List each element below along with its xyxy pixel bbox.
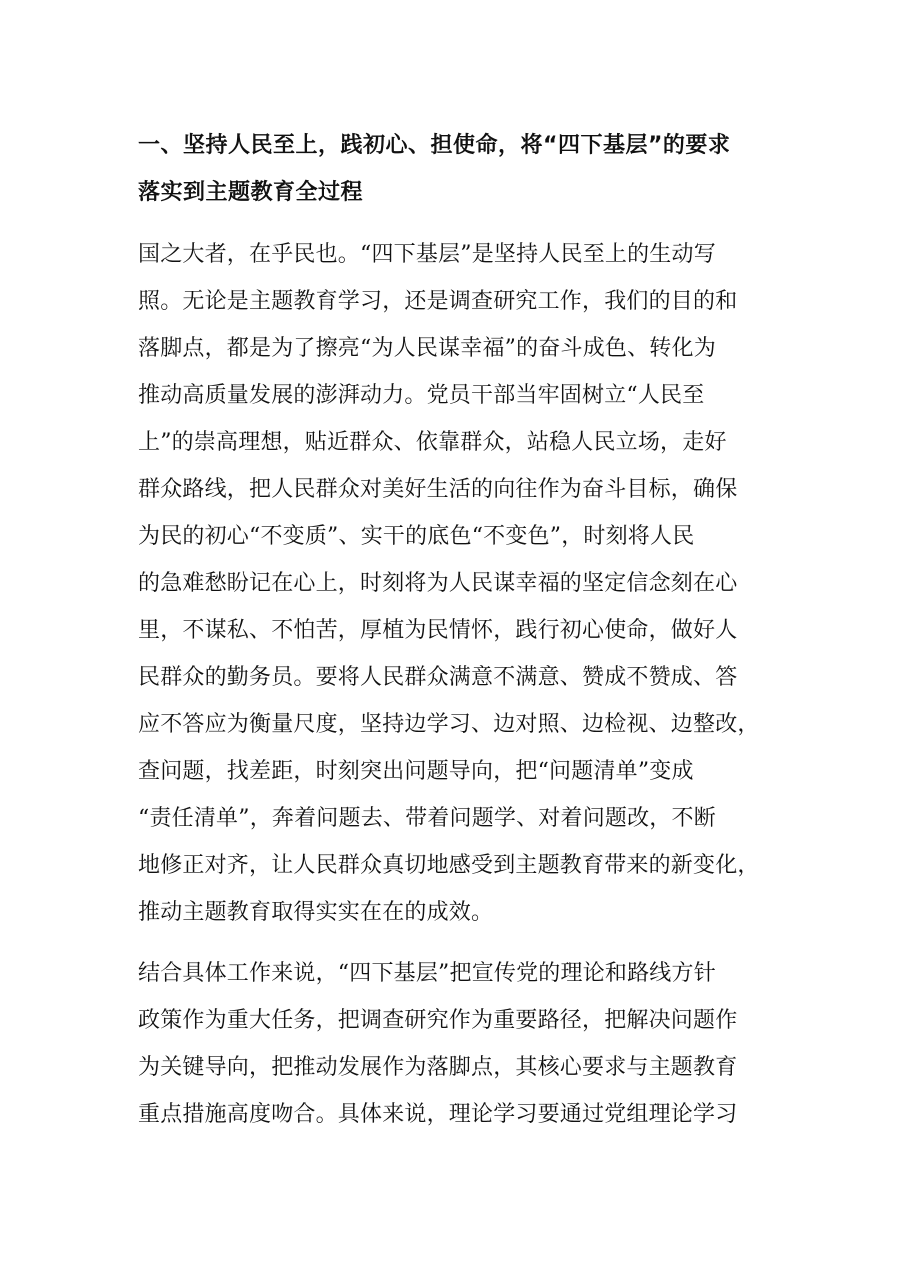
paragraph-line: 的急难愁盼记在心上，时刻将为人民谋幸福的坚定信念刻在心 — [138, 571, 738, 596]
paragraph-line: 推动主题教育取得实实在在的成效。 — [138, 900, 494, 925]
paragraph-line: 政策作为重大任务，把调查研究作为重要路径，把解决问题作 — [138, 1008, 738, 1033]
paragraph-line: 地修正对齐，让人民群众真切地感受到主题教育带来的新变化， — [138, 853, 760, 878]
paragraph-line: 群众路线，把人民群众对美好生活的向往作为奋斗目标，确保 — [138, 477, 738, 502]
paragraph-line: 推动高质量发展的澎湃动力。党员干部当牢固树立“人民至 — [138, 383, 705, 408]
body-paragraph-1 — [138, 231, 778, 936]
paragraph-line: 照。无论是主题教育学习，还是调查研究工作，我们的目的和 — [138, 289, 738, 314]
paragraph-line: 里，不谋私、不怕苦，厚植为民情怀，践行初心使命，做好人 — [138, 618, 738, 643]
paragraph-line: 落脚点，都是为了擦亮“为人民谋幸福”的奋斗成色、转化为 — [138, 336, 716, 361]
paragraph-line: “责任清单”，奔着问题去、带着问题学、对着问题改，不断 — [138, 806, 716, 831]
section-heading — [138, 122, 778, 216]
paragraph-line: 为关键导向，把推动发展作为落脚点，其核心要求与主题教育 — [138, 1055, 738, 1080]
paragraph-line: 应不答应为衡量尺度，坚持边学习、边对照、边检视、边整改， — [138, 712, 760, 737]
paragraph-line: 上”的崇高理想，贴近群众、依靠群众，站稳人民立场，走好 — [138, 430, 727, 455]
paragraph-line: 结合具体工作来说，“四下基层”把宣传党的理论和路线方针 — [138, 961, 716, 986]
heading-line: 一、坚持人民至上，践初心、担使命，将“四下基层”的要求 — [138, 133, 731, 158]
paragraph-line: 查问题，找差距，时刻突出问题导向，把“问题清单”变成 — [138, 759, 694, 784]
paragraph-line: 重点措施高度吻合。具体来说，理论学习要通过党组理论学习 — [138, 1102, 738, 1127]
body-paragraph-2 — [138, 950, 778, 1138]
paragraph-line: 民群众的勤务员。要将人民群众满意不满意、赞成不赞成、答 — [138, 665, 738, 690]
paragraph-line: 国之大者，在乎民也。“四下基层”是坚持人民至上的生动写 — [138, 242, 716, 267]
heading-line: 落实到主题教育全过程 — [138, 180, 364, 205]
paragraph-line: 为民的初心“不变质”、实干的底色“不变色”，时刻将人民 — [138, 524, 695, 549]
